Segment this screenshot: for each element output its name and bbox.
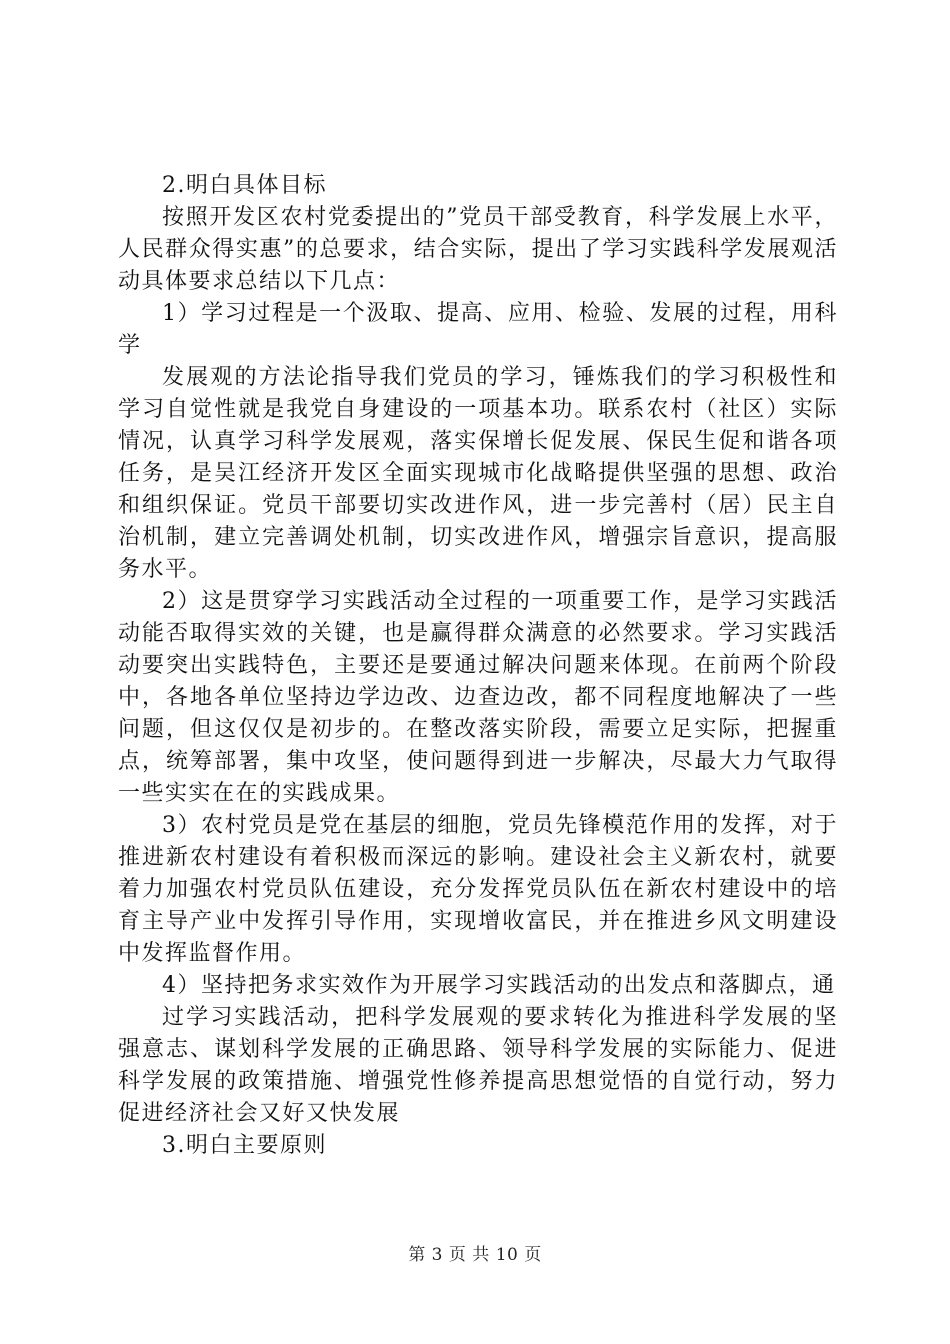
paragraph-point-4-body: 过学习实践活动，把科学发展观的要求转化为推进科学发展的坚强意志、谋划科学发展的正确思路、领导科学发展的实际能力、促进科学发展的政策措施、增强党性修养提高思想觉悟的自觉行动，努力促进经济社会又好又快发展 [118,1005,838,1126]
document-body [118,170,838,1162]
paragraph-point-1-body: 发展观的方法论指导我们党员的学习，锤炼我们的学习积极性和学习自觉性就是我党自身建设的一项基本功。联系农村（社区）实际情况，认真学习科学发展观，落实保增长促发展、保民生促和谐各项任务，是吴江经济开发区全面实现城市化战略提供坚强的思想、政治和组织保证。党员干部要切实改进作风，进一步完善村（居）民主自治机制，建立完善调处机制，切实改进作风，增强宗旨意识，提高服务水平。 [118,365,838,582]
paragraph-intro: 按照开发区农村党委提出的”党员干部受教育，科学发展上水平，人民群众得实惠”的总要求，结合实际，提出了学习实践科学发展观活动具体要求总结以下几点： [118,205,838,294]
paragraph-point-4: 4）坚持把务求实效作为开展学习实践活动的出发点和落脚点，通 [162,973,836,998]
paragraph-point-2: 2）这是贯穿学习实践活动全过程的一项重要工作，是学习实践活动能否取得实效的关键，也是赢得群众满意的必然要求。学习实践活动要突出实践特色，主要还是要通过解决问题来体现。在前两个阶段中，各地各单位坚持边学边改、边查边改，都不同程度地解决了一些问题，但这仅仅是初步的。在整改落实阶段，需要立足实际，把握重点，统筹部署，集中攻坚，使问题得到进一步解决，尽最大力气取得一些实实在在的实践成果。 [118,589,838,806]
section-heading-principles: 3.明白主要原则 [162,1133,327,1158]
paragraph-point-3: 3）农村党员是党在基层的细胞，党员先锋模范作用的发挥，对于推进新农村建设有着积极而深远的影响。建设社会主义新农村，就要着力加强农村党员队伍建设，充分发挥党员队伍在新农村建设中的培育主导产业中发挥引导作用，实现增收富民，并在推进乡风文明建设中发挥监督作用。 [118,813,838,966]
section-heading-goals: 2.明白具体目标 [162,173,327,198]
paragraph-point-1: 1）学习过程是一个汲取、提高、应用、检验、发展的过程，用科学 [118,301,838,358]
page-number-footer: 第 3 页 共 10 页 [408,1245,542,1265]
